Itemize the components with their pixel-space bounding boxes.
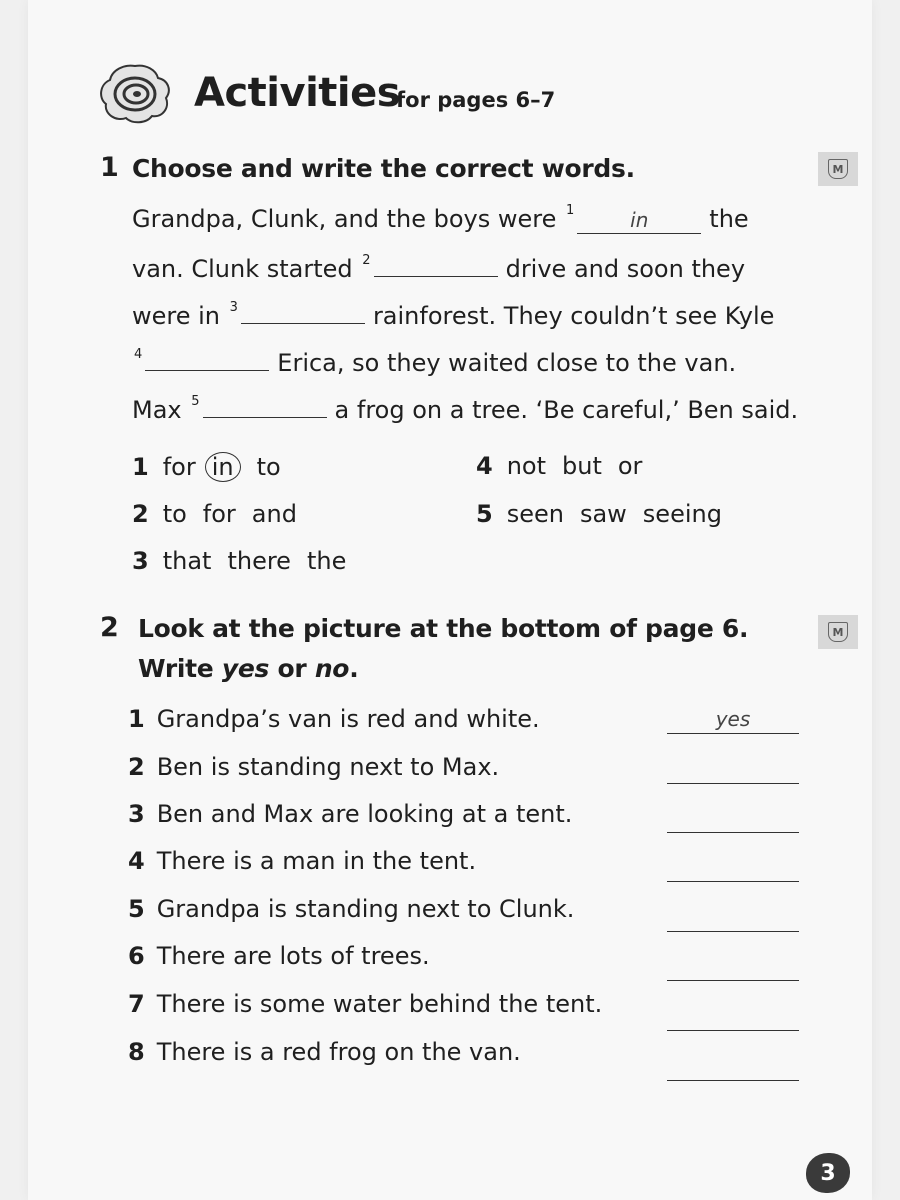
question-number: 6: [128, 942, 145, 970]
exercise-1-number: 1: [100, 152, 119, 183]
question-row: [128, 800, 572, 828]
line-text-after: a frog on a tree. ‘Be careful,’ Ben said.: [334, 396, 799, 424]
option-word[interactable]: to: [256, 453, 281, 481]
exercise-1-line: [132, 346, 736, 377]
option-row: [476, 500, 738, 528]
line-text-after: drive and soon they: [505, 255, 746, 283]
exercise-2-title-line1: Look at the picture at the bottom of page 6.: [138, 614, 749, 643]
page-number: 3: [806, 1153, 850, 1193]
answer-line[interactable]: yes: [667, 707, 799, 734]
shield-icon: M: [828, 622, 848, 642]
option-number: 1: [132, 453, 149, 481]
question-number: 5: [128, 895, 145, 923]
question-row: [128, 990, 602, 1018]
option-number: 2: [132, 500, 149, 528]
gap-number: 4: [134, 347, 143, 362]
line-text-after: Erica, so they waited close to the van.: [277, 349, 737, 377]
gap-number: 1: [566, 203, 575, 218]
option-word[interactable]: there: [227, 547, 291, 575]
page-subtitle: for pages 6–7: [396, 88, 556, 112]
exercise-1-title: Choose and write the correct words.: [132, 154, 635, 183]
option-word-circled[interactable]: in: [205, 452, 241, 482]
question-text: Ben and Max are looking at a tent.: [156, 800, 573, 828]
exercise-2-number: 2: [100, 612, 119, 643]
question-text: Grandpa’s van is red and white.: [156, 705, 540, 733]
answer-blank[interactable]: [241, 299, 365, 324]
page-title: Activities: [194, 70, 401, 116]
exercise-2-badge: [818, 615, 858, 649]
exercise-2-title-line2: [138, 654, 358, 683]
exercise-1-badge: [818, 152, 858, 186]
question-row: [128, 753, 499, 781]
question-number: 3: [128, 800, 145, 828]
question-row: [128, 1038, 521, 1066]
option-word[interactable]: seeing: [642, 500, 722, 528]
title-yes: yes: [221, 654, 270, 683]
option-word[interactable]: saw: [579, 500, 627, 528]
option-word[interactable]: but: [562, 452, 602, 480]
answer-blank[interactable]: [203, 393, 327, 418]
answer-blank[interactable]: [145, 346, 269, 371]
title-end: .: [349, 654, 359, 683]
line-text-before: van. Clunk started: [132, 255, 353, 283]
answer-line[interactable]: [667, 1054, 799, 1081]
answer-line[interactable]: [667, 806, 799, 833]
line-text-after: the: [709, 205, 749, 233]
line-text-before: Grandpa, Clunk, and the boys were: [132, 205, 557, 233]
spiral-flower-icon: [98, 62, 172, 124]
option-word[interactable]: to: [162, 500, 187, 528]
question-text: There is some water behind the tent.: [156, 990, 603, 1018]
question-row: [128, 895, 574, 923]
line-text-after: rainforest. They couldn’t see Kyle: [372, 302, 775, 330]
option-row: [132, 547, 362, 575]
answer-line[interactable]: [667, 1004, 799, 1031]
question-text: Ben is standing next to Max.: [156, 753, 500, 781]
question-text: Grandpa is standing next to Clunk.: [156, 895, 575, 923]
question-number: 1: [128, 705, 145, 733]
answer-line[interactable]: [667, 855, 799, 882]
question-row: [128, 942, 430, 970]
option-word[interactable]: for: [162, 453, 196, 481]
question-number: 4: [128, 847, 145, 875]
gap-number: 5: [191, 394, 200, 409]
title-no: no: [314, 654, 350, 683]
option-row: [132, 452, 297, 482]
option-number: 3: [132, 547, 149, 575]
question-row: [128, 847, 476, 875]
exercise-1-line: [132, 205, 749, 234]
shield-icon: M: [828, 159, 848, 179]
title-text: Write: [138, 654, 222, 683]
option-word[interactable]: seen: [506, 500, 564, 528]
question-number: 8: [128, 1038, 145, 1066]
line-text-before: Max: [132, 396, 182, 424]
gap-number: 3: [229, 300, 238, 315]
answer-line[interactable]: [667, 757, 799, 784]
option-number: 4: [476, 452, 493, 480]
line-text-before: were in: [132, 302, 221, 330]
option-row: [132, 500, 313, 528]
question-text: There are lots of trees.: [156, 942, 430, 970]
answer-blank[interactable]: [374, 252, 498, 277]
option-row: [476, 452, 658, 480]
question-row: [128, 705, 540, 733]
gap-number: 2: [362, 253, 371, 268]
option-word[interactable]: or: [617, 452, 643, 480]
title-or: or: [269, 654, 315, 683]
answer-line[interactable]: [667, 905, 799, 932]
question-number: 2: [128, 753, 145, 781]
question-number: 7: [128, 990, 145, 1018]
option-word[interactable]: that: [162, 547, 212, 575]
exercise-1-line: [132, 299, 774, 330]
option-word[interactable]: not: [506, 452, 547, 480]
option-number: 5: [476, 500, 493, 528]
exercise-1-line: [132, 393, 798, 424]
option-word[interactable]: and: [251, 500, 297, 528]
option-word[interactable]: for: [202, 500, 236, 528]
question-text: There is a red frog on the van.: [156, 1038, 521, 1066]
option-word[interactable]: the: [306, 547, 347, 575]
exercise-1-line: [132, 252, 745, 283]
answer-blank[interactable]: in: [577, 209, 701, 234]
question-text: There is a man in the tent.: [156, 847, 477, 875]
answer-line[interactable]: [667, 954, 799, 981]
